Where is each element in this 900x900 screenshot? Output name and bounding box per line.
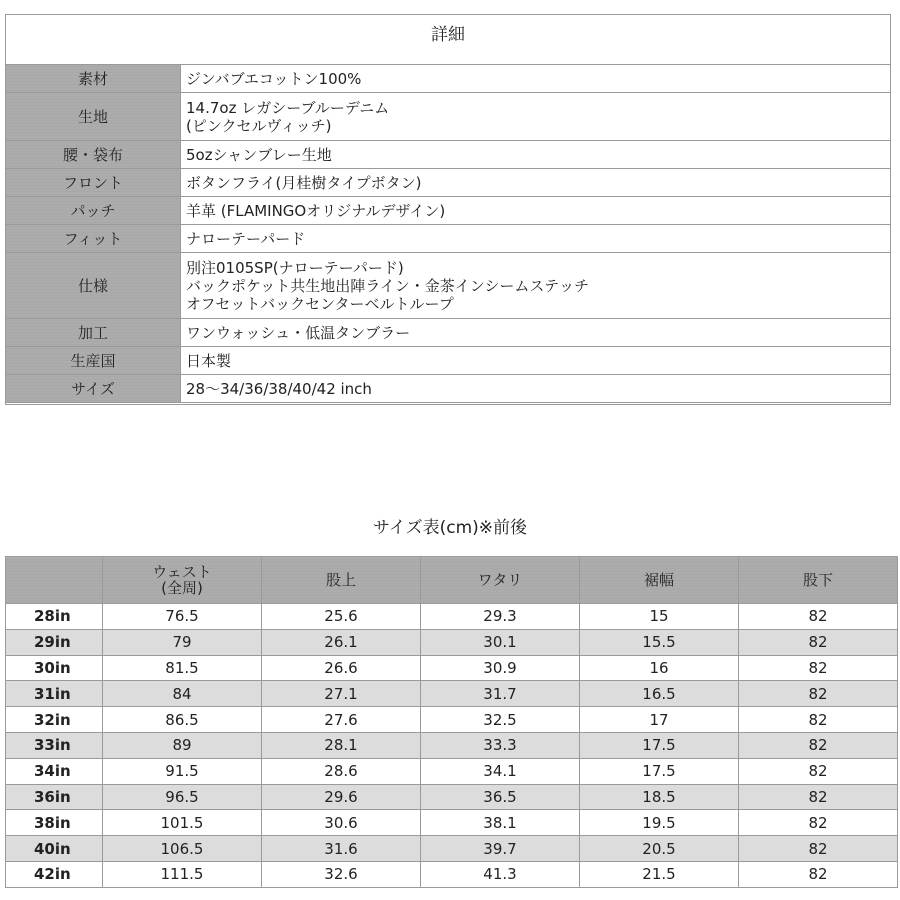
size-value: 17.5	[580, 758, 739, 784]
size-value: 82	[739, 732, 898, 758]
size-value: 82	[739, 629, 898, 655]
spec-row	[6, 253, 891, 319]
size-value: 28.1	[262, 732, 421, 758]
size-value: 82	[739, 758, 898, 784]
size-value: 81.5	[103, 655, 262, 681]
size-column-header-line: 股上	[325, 571, 356, 589]
size-label: 33in	[6, 732, 103, 758]
size-value: 39.7	[421, 836, 580, 862]
spec-row	[6, 93, 891, 141]
size-value: 32.5	[421, 707, 580, 733]
spec-value	[181, 169, 891, 197]
size-label: 32in	[6, 707, 103, 733]
spec-value-line: ジンバブエコットン100%	[186, 69, 362, 88]
spec-label: フィット	[6, 225, 181, 253]
size-value: 91.5	[103, 758, 262, 784]
size-value: 82	[739, 784, 898, 810]
size-row	[6, 810, 898, 836]
spec-row	[6, 197, 891, 225]
spec-value-line: ナローテーパード	[186, 229, 306, 248]
size-value: 96.5	[103, 784, 262, 810]
size-value: 82	[739, 655, 898, 681]
size-value: 82	[739, 861, 898, 887]
size-row	[6, 784, 898, 810]
size-value: 16	[580, 655, 739, 681]
size-value: 18.5	[580, 784, 739, 810]
spec-row	[6, 319, 891, 347]
size-row	[6, 681, 898, 707]
size-value: 38.1	[421, 810, 580, 836]
spec-label: 加工	[6, 319, 181, 347]
size-value: 26.1	[262, 629, 421, 655]
spec-label: フロント	[6, 169, 181, 197]
spec-value	[181, 319, 891, 347]
size-table-header-row	[6, 557, 898, 604]
size-label: 40in	[6, 836, 103, 862]
spec-value	[181, 347, 891, 375]
size-value: 30.1	[421, 629, 580, 655]
size-column-header-line: ウェスト	[152, 563, 212, 581]
size-row	[6, 629, 898, 655]
detail-title: 詳細	[431, 25, 465, 45]
size-label: 28in	[6, 604, 103, 630]
size-column-header	[103, 557, 262, 604]
size-value: 89	[103, 732, 262, 758]
spec-row	[6, 65, 891, 93]
size-value: 17	[580, 707, 739, 733]
spec-label: サイズ	[6, 375, 181, 403]
size-value: 82	[739, 707, 898, 733]
size-value: 20.5	[580, 836, 739, 862]
size-value: 17.5	[580, 732, 739, 758]
spec-row	[6, 141, 891, 169]
spec-value	[181, 65, 891, 93]
size-column-header-line: 股下	[802, 571, 833, 589]
size-value: 36.5	[421, 784, 580, 810]
spec-value-line: オフセットバックセンターベルトループ	[186, 294, 454, 313]
spec-label: 腰・袋布	[6, 141, 181, 169]
size-row	[6, 758, 898, 784]
spec-value	[181, 225, 891, 253]
size-value: 15	[580, 604, 739, 630]
spec-value-line: 別注0105SP(ナローテーパード)	[186, 258, 404, 277]
size-row	[6, 707, 898, 733]
spec-value-line: バックポケット共生地出陣ライン・金茶インシームステッチ	[186, 276, 590, 295]
size-column-header-line: 裾幅	[643, 571, 674, 589]
size-value: 29.6	[262, 784, 421, 810]
size-value: 84	[103, 681, 262, 707]
size-label: 34in	[6, 758, 103, 784]
size-column-header	[421, 557, 580, 604]
spec-value	[181, 141, 891, 169]
spec-value-line: 28〜34/36/38/40/42 inch	[186, 379, 372, 398]
spec-label: 素材	[6, 65, 181, 93]
spec-value-line: 14.7oz レガシーブルーデニム	[186, 98, 390, 117]
spec-value-line: (ピンクセルヴィッチ)	[186, 116, 332, 135]
size-column-header	[739, 557, 898, 604]
size-row	[6, 836, 898, 862]
size-column-header-line: ワタリ	[477, 571, 523, 589]
size-label: 29in	[6, 629, 103, 655]
size-chart-title: サイズ表(cm)※前後	[372, 518, 528, 538]
size-value: 27.1	[262, 681, 421, 707]
size-column-header	[262, 557, 421, 604]
size-value: 82	[739, 810, 898, 836]
size-value: 29.3	[421, 604, 580, 630]
spec-value	[181, 93, 891, 141]
size-value: 21.5	[580, 861, 739, 887]
size-value: 19.5	[580, 810, 739, 836]
size-value: 79	[103, 629, 262, 655]
spec-value-line: 日本製	[186, 351, 232, 370]
size-row	[6, 604, 898, 630]
spec-row	[6, 347, 891, 375]
spec-row	[6, 375, 891, 403]
size-label: 42in	[6, 861, 103, 887]
size-value: 76.5	[103, 604, 262, 630]
size-row	[6, 861, 898, 887]
size-value: 16.5	[580, 681, 739, 707]
size-label: 30in	[6, 655, 103, 681]
size-value: 31.6	[262, 836, 421, 862]
size-value: 34.1	[421, 758, 580, 784]
detail-section	[5, 14, 891, 405]
size-value: 31.7	[421, 681, 580, 707]
size-column-header	[580, 557, 739, 604]
spec-value-line: 5ozシャンブレー生地	[186, 145, 332, 164]
size-row	[6, 732, 898, 758]
spec-label: 生産国	[6, 347, 181, 375]
size-value: 82	[739, 681, 898, 707]
spec-row	[6, 225, 891, 253]
size-value: 25.6	[262, 604, 421, 630]
size-label: 38in	[6, 810, 103, 836]
size-value: 27.6	[262, 707, 421, 733]
size-value: 41.3	[421, 861, 580, 887]
spec-label: 生地	[6, 93, 181, 141]
spec-value-line: ボタンフライ(月桂樹タイプボタン)	[186, 173, 422, 192]
size-value: 26.6	[262, 655, 421, 681]
spec-value-line: ワンウォッシュ・低温タンブラー	[186, 323, 411, 342]
size-value: 106.5	[103, 836, 262, 862]
size-column-header-line: (全周)	[161, 579, 203, 597]
size-value: 111.5	[103, 861, 262, 887]
size-value: 30.6	[262, 810, 421, 836]
spec-label: 仕様	[6, 253, 181, 319]
size-value: 15.5	[580, 629, 739, 655]
size-value: 82	[739, 836, 898, 862]
spec-row	[6, 169, 891, 197]
size-value: 86.5	[103, 707, 262, 733]
size-table	[5, 556, 898, 888]
spec-label: パッチ	[6, 197, 181, 225]
size-value: 28.6	[262, 758, 421, 784]
size-value: 33.3	[421, 732, 580, 758]
size-value: 101.5	[103, 810, 262, 836]
size-value: 82	[739, 604, 898, 630]
spec-value-line: 羊革 (FLAMINGOオリジナルデザイン)	[186, 201, 446, 220]
spec-table	[5, 64, 891, 403]
size-label: 31in	[6, 681, 103, 707]
spec-value	[181, 253, 891, 319]
size-value: 32.6	[262, 861, 421, 887]
size-value: 30.9	[421, 655, 580, 681]
size-row	[6, 655, 898, 681]
spec-value	[181, 375, 891, 403]
size-column-header	[6, 557, 103, 604]
size-label: 36in	[6, 784, 103, 810]
spec-value	[181, 197, 891, 225]
